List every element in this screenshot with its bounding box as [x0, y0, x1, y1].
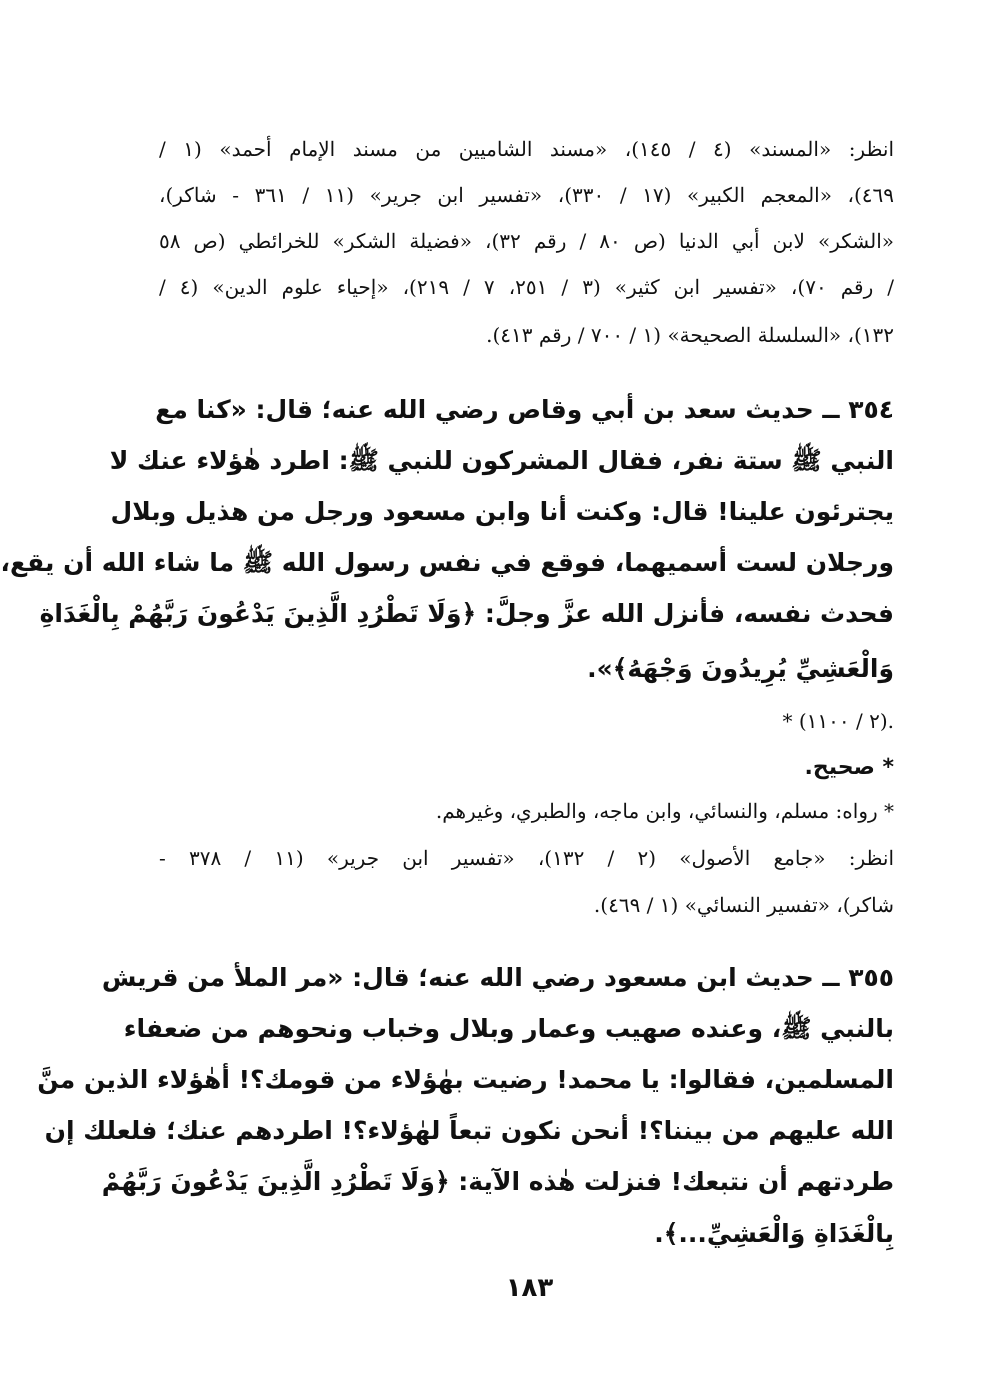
hadith-line: فحدث نفسه، فأنزل الله عزَّ وجلَّ: ﴿وَلَا تَطْرُدِ الَّذِينَ يَدْعُونَ رَبَّهُمْ بِالْغَدَاةِ [39, 599, 894, 628]
hadith-line: بالنبي ﷺ، وعنده صهيب وعمار وبلال وخباب ونحوهم من ضعفاء [123, 1014, 894, 1043]
see-also-line: شاكر)، «تفسير النسائي» (١ / ٤٦٩). [593, 893, 894, 917]
hadith-line: ٣٥٤ ــ حديث سعد بن أبي وقاص رضي الله عنه؛ قال: «كنا مع [155, 395, 894, 424]
hadith-line: يجترئون علينا! قال: وكنت أنا وابن مسعود ورجل من هذيل وبلال [110, 497, 894, 526]
reference-line: ٤٦٩)، «المعجم الكبير» (١٧ / ٣٣٠)، «تفسير ابن جرير» (١١ / ٣٦١ - شاكر)، [159, 183, 895, 207]
reference-line: «الشكر» لابن أبي الدنيا (ص ٨٠ / رقم ٣٢)، «فضيلة الشكر» للخرائطي (ص ٥٨ [159, 229, 895, 253]
hadith-line: النبي ﷺ ستة نفر، فقال المشركون للنبي ﷺ: اطرد هٰؤلاء عنك لا [109, 446, 894, 475]
hadith-line: ٣٥٥ ــ حديث ابن مسعود رضي الله عنه؛ قال: «مر الملأ من قريش [101, 963, 894, 992]
hadith-line: المسلمين، فقالوا: يا محمد! رضيت بهٰؤلاء من قومك؟! أهٰؤلاء الذين منَّ [37, 1065, 894, 1094]
see-also-line: انظر: «جامع الأصول» (٢ / ١٣٢)، «تفسير ابن جرير» (١١ / ٣٧٨ - [159, 846, 895, 870]
reference-line: انظر: «المسند» (٤ / ١٤٥)، «مسند الشاميين من مسند الإمام أحمد» (١ / [159, 137, 895, 161]
reference-line: ١٣٢)، «السلسلة الصحيحة» (١ / ٧٠٠ / رقم ٤١٣). [486, 323, 894, 347]
hadith-line: وَالْعَشِيِّ يُرِيدُونَ وَجْهَهُ﴾». [587, 654, 894, 683]
grade-label: * صحيح. [804, 755, 894, 780]
source-reference: * (٢ / ١١٠٠). [782, 709, 894, 733]
page-number: ١٨٣ [505, 1273, 554, 1303]
narrators-line: * رواه: مسلم، والنسائي، وابن ماجه، والطبري، وغيرهم. [435, 799, 894, 823]
hadith-line: ورجلان لست أسميهما، فوقع في نفس رسول الله ﷺ ما شاء الله أن يقع، [0, 548, 894, 577]
hadith-line: بِالْغَدَاةِ وَالْعَشِيِّ...﴾. [654, 1219, 894, 1248]
reference-line: / رقم ٧٠)، «تفسير ابن كثير» (٣ / ٢٥١، ٧ / ٢١٩)، «إحياء علوم الدين» (٤ / [159, 275, 895, 299]
hadith-line: الله عليهم من بيننا؟! أنحن نكون تبعاً لهٰؤلاء؟! اطردهم عنك؛ فلعلك إن [44, 1116, 894, 1145]
hadith-line: طردتهم أن نتبعك! فنزلت هٰذه الآية: ﴿وَلَا تَطْرُدِ الَّذِينَ يَدْعُونَ رَبَّهُمْ [101, 1167, 894, 1196]
